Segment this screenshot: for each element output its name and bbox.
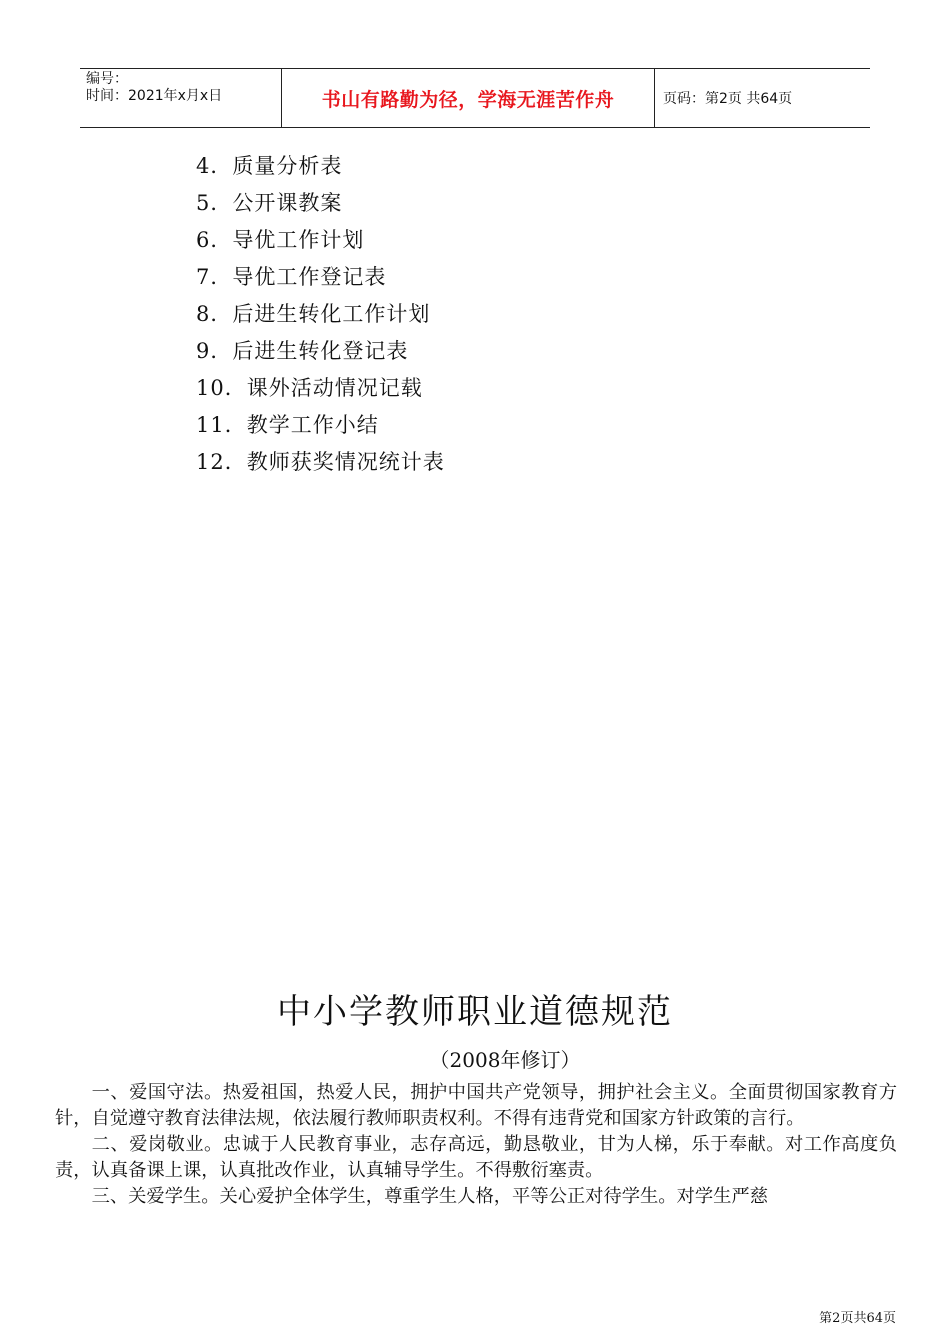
paragraph: 一、爱国守法。热爱祖国，热爱人民，拥护中国共产党领导，拥护社会主义。全面贯彻国家教育方针，自觉遵守教育法律法规，依法履行教师职责权利。不得有违背党和国家方针政策的言行。 <box>55 1082 897 1129</box>
list-item: 5．公开课教案 <box>196 191 343 215</box>
header-motto-cell <box>281 69 655 127</box>
list-item: 8．后进生转化工作计划 <box>196 302 431 326</box>
page-header <box>80 68 870 128</box>
document-number-label: 编号： <box>86 71 128 87</box>
header-motto: 书山有路勤为径，学海无涯苦作舟 <box>321 88 615 111</box>
section-title: 中小学教师职业道德规范 <box>277 992 673 1032</box>
body-text <box>55 1080 897 1210</box>
header-meta <box>80 69 281 127</box>
list-item: 4．质量分析表 <box>196 154 343 178</box>
header-page-cell <box>655 69 870 127</box>
list-item: 9．后进生转化登记表 <box>196 339 409 363</box>
list-item: 10．课外活动情况记载 <box>196 376 423 400</box>
list-item: 12．教师获奖情况统计表 <box>196 450 445 474</box>
paragraph: 三、关爱学生。关心爱护全体学生，尊重学生人格，平等公正对待学生。对学生严慈 <box>91 1186 768 1207</box>
paragraph: 二、爱岗敬业。忠诚于人民教育事业，志存高远，勤恳敬业，甘为人梯，乐于奉献。对工作高度负责，认真备课上课，认真批改作业，认真辅导学生。不得敷衍塞责。 <box>55 1134 897 1181</box>
list-item: 6．导优工作计划 <box>196 228 365 252</box>
header-page-label: 页码：第2页 共64页 <box>663 91 793 107</box>
appendix-list <box>196 148 445 481</box>
document-date-label: 时间：2021年x月x日 <box>86 88 223 104</box>
section-subtitle: （2008年修订） <box>429 1048 581 1072</box>
list-item: 7．导优工作登记表 <box>196 265 387 289</box>
list-item: 11．教学工作小结 <box>196 413 379 437</box>
page-footer: 第2页共64页 <box>819 1311 896 1326</box>
